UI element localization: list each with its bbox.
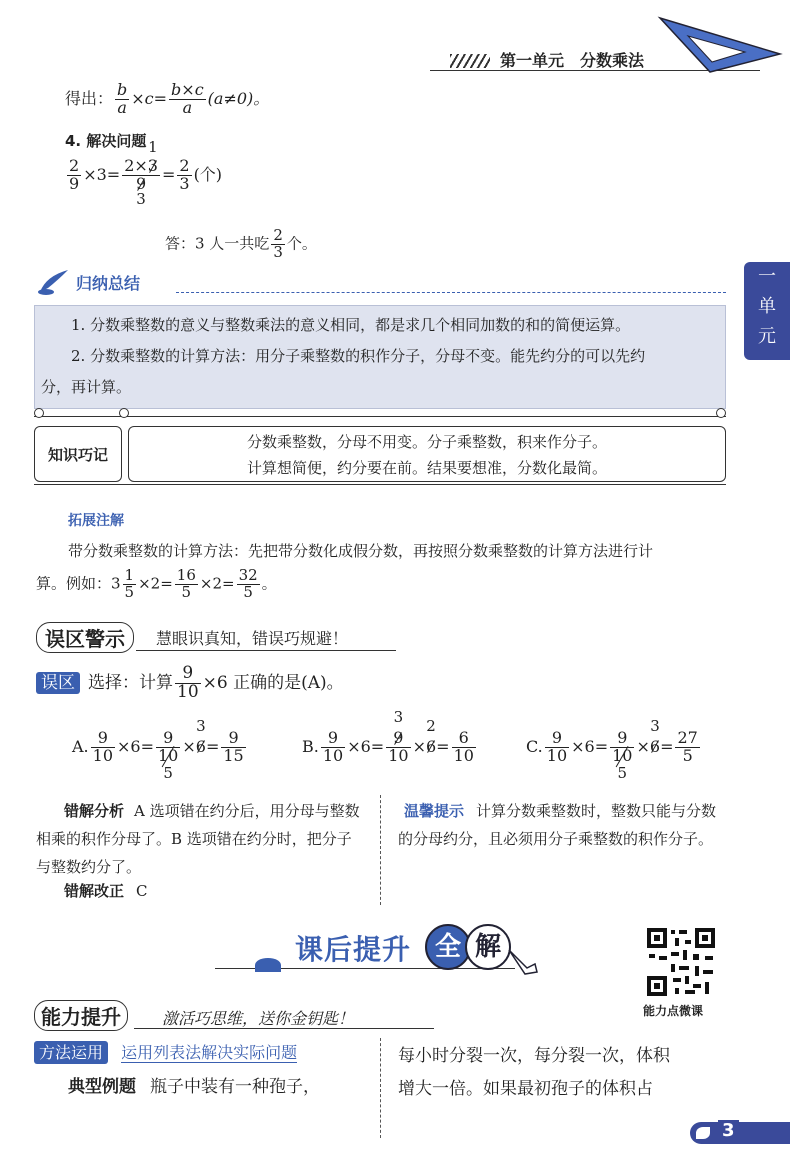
- mistake-heading: [36, 620, 396, 652]
- example-text: 瓶子中装有一种孢子，: [150, 1077, 320, 1097]
- page-number-bar: [690, 1122, 790, 1144]
- option-a: A. $\frac{9}{10}$ ×6= 9 10 5 ×6 3 = $\frac{9}{15}$: [72, 716, 244, 782]
- mistake-tag: 误区: [36, 672, 80, 694]
- example-row: [68, 1072, 320, 1097]
- banner-blob-icon: [255, 958, 281, 972]
- mistake-question: 误区 选择：计算 $\frac{9}{10}$ ×6 正确的是(A)。: [36, 665, 344, 702]
- summary-heading-rule: [176, 292, 726, 293]
- qr-caption: 能力点微课: [643, 1004, 704, 1018]
- option-c: C. $\frac{9}{10}$ ×6= 9 10 5 ×6 3 = $\frac{27}{5}$: [526, 716, 698, 782]
- memo-line-1: 分数乘整数，分母不用变。分子乘整数，积来作分子。: [246, 433, 607, 451]
- summary-heading: [36, 266, 726, 296]
- section4-title: 4. 解决问题: [65, 132, 147, 150]
- analysis-text: A 选项错在约分后，用分母与整数相乘的积作分母了。B 选项错在约分时，把分子与整数约分了。: [36, 802, 360, 876]
- memo-box: [34, 416, 726, 485]
- analysis-block: [36, 797, 366, 881]
- right-line-2: 增大一倍。如果最初孢子的体积占: [398, 1079, 653, 1099]
- memo-dot-right: [716, 408, 726, 418]
- correction-value: C: [136, 882, 148, 900]
- memo-rule-top: [34, 416, 726, 417]
- memo-label-box: [34, 426, 122, 482]
- memo-dot-mid: [119, 408, 129, 418]
- header-stripes: [450, 54, 490, 68]
- badge-quan: 全: [425, 924, 471, 970]
- set-square-icon: [650, 14, 785, 74]
- memo-label: 知识巧记: [47, 445, 108, 464]
- method-title: 运用列表法解决实际问题: [121, 1043, 298, 1062]
- memo-dot-left: [34, 408, 44, 418]
- summary-title: 归纳总结: [76, 274, 141, 293]
- after-class-title: 课后提升: [295, 933, 412, 966]
- tip-text: 计算分数乘整数时，整数只能与分数的分母约分，且必须用分子乘整数的积作分子。: [398, 802, 717, 848]
- method-row: [34, 1040, 297, 1063]
- mistake-title: 误区警示: [36, 622, 134, 653]
- ability-underline: [134, 1028, 434, 1029]
- side-tab-char-1: 一: [758, 266, 776, 287]
- mistake-underline: [136, 650, 396, 651]
- right-line-1: 每小时分裂一次，每分裂一次，体积: [398, 1046, 670, 1066]
- ability-slogan: 激活巧思维，送你金钥匙！: [162, 1009, 355, 1028]
- extension-title: 拓展注解: [68, 513, 124, 529]
- extension-line-1: 带分数乘整数的计算方法：先把带分数化成假分数，再按照分数乘整数的计算方法进行计: [68, 542, 654, 560]
- side-tab: [744, 262, 790, 360]
- result-line: 得出： $\frac{b}{a}$ ×c= $\frac{b\times c}{a}$ (a≠0)。: [65, 80, 270, 117]
- leaf-icon: [696, 1127, 710, 1139]
- ability-heading: [34, 998, 454, 1030]
- side-tab-char-2: 单: [758, 296, 776, 317]
- quill-icon: [36, 266, 72, 296]
- divider-dashed: [380, 795, 381, 905]
- correction-line: [64, 880, 148, 901]
- header-title: 第一单元 分数乘法: [500, 51, 645, 70]
- summary-line-1: 1. 分数乘整数的意义与整数乘法的意义相同，都是求几个相同加数的和的简便运算。: [71, 316, 631, 334]
- memo-text-box: [128, 426, 726, 482]
- ability-title: 能力提升: [34, 1000, 128, 1031]
- badge-jie: 解: [465, 924, 511, 970]
- tip-label: 温馨提示: [404, 802, 465, 820]
- section4-answer: 答：3 人一共吃 $\frac{2}{3}$ 个。: [165, 226, 317, 261]
- correction-label: 错解改正: [64, 882, 125, 900]
- page-number: 3: [718, 1120, 739, 1141]
- qr-code-icon[interactable]: [645, 926, 717, 998]
- memo-line-2: 计算想简便，约分要在前。结果要想准，分数化最简。: [246, 459, 607, 477]
- method-tag: 方法运用: [34, 1041, 108, 1064]
- summary-line-2: 2. 分数乘整数的计算方法：用分子乘整数的积作分子，分母不变。能先约分的可以先约: [71, 347, 646, 365]
- column-divider: [380, 1038, 381, 1138]
- side-tab-char-3: 元: [758, 326, 776, 347]
- summary-box: [34, 305, 726, 409]
- analysis-label: 错解分析: [64, 802, 125, 820]
- option-b: B. $\frac{9}{10}$ ×6= 9 3 10 ×6 2 = $\frac{6}{10}$: [302, 708, 474, 765]
- extension-line-2: 算。例如：3 $\frac{1}{5}$ ×2= $\frac{16}{5}$ ×2= $\frac{32}{5}$ 。: [36, 566, 277, 601]
- tip-block: [398, 797, 726, 853]
- pen-hand-icon: [507, 946, 543, 976]
- example-label: 典型例题: [68, 1077, 136, 1097]
- summary-line-3: 分，再计算。: [41, 378, 132, 396]
- after-class-banner: [215, 918, 545, 978]
- section4-equation: $\frac{2}{9}$ ×3= 2×3 1 9 3 = $\frac{2}{3}$ (个): [69, 138, 223, 208]
- right-column: [398, 1040, 670, 1106]
- mistake-slogan: 慧眼识真知，错误巧规避！: [156, 629, 349, 648]
